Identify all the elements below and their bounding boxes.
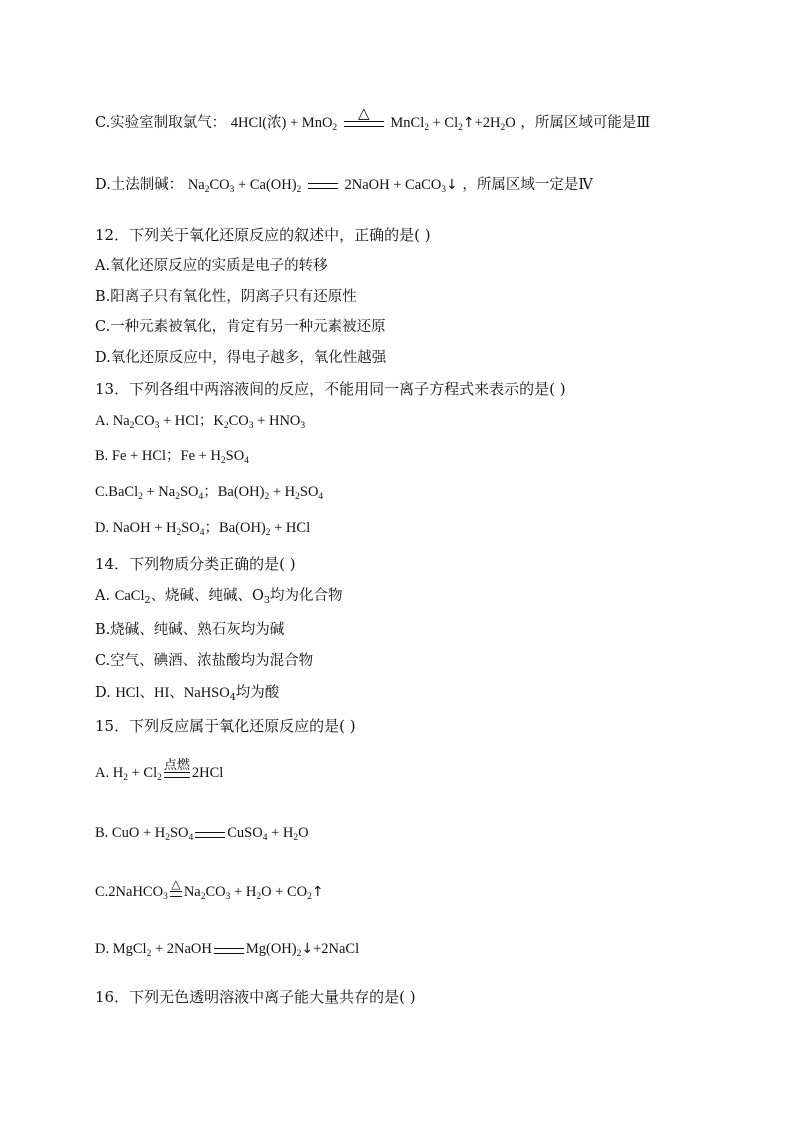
- option-13a: A. $Na_2CO_3$ + HCl；$K_2CO_3 + HNO_3$: [95, 413, 306, 431]
- equation-products: MnCl$_2$ + $Cl_2↑+2H_2O$: [390, 115, 516, 133]
- precipitate-arrow-icon: ↓: [446, 177, 458, 193]
- option-14a: A. CaCl$_2$、烧碱、纯碱、$O_3$均为化合物: [95, 588, 343, 606]
- question-12: 12．下列关于氧化还原反应的叙述中，正确的是( ): [95, 226, 431, 244]
- reaction-condition: 点燃: [164, 767, 190, 781]
- option-13c: C.BaCl$_2$ + $Na_2SO_4$；$Ba(OH)_2 + H_2SO_4$: [95, 484, 324, 502]
- option-12d: D.氧化还原反应中，得电子越多，氧化性越强: [95, 350, 387, 366]
- option-15c: C.2NaHCO$_3$ △ $Na_2CO_3 + H_2O$ + $CO_2↑$: [95, 876, 324, 902]
- equation: 4HCl(浓) + MnO$_2$: [230, 115, 338, 133]
- option-label: D.土法制碱：: [95, 177, 184, 193]
- option-11c: [95, 104, 651, 133]
- option-14b: B.烧碱、纯碱、熟石灰均为碱: [95, 622, 285, 638]
- equation-products: 2NaOH + CaCO$_3$↓: [344, 177, 458, 195]
- reaction-equals: [214, 943, 244, 957]
- option-label: C.实验室制取氯气：: [95, 115, 227, 131]
- gas-arrow-icon: ↑: [462, 115, 475, 131]
- option-11d: [95, 175, 593, 195]
- option-12a: A.氧化还原反应的实质是电子的转移: [95, 258, 328, 274]
- reaction-equals: [195, 827, 225, 841]
- option-tail: ，所属区域一定是Ⅳ: [462, 177, 593, 193]
- option-15d: D. MgCl$_2$ + 2NaOH $Mg(OH)_2↓+2NaCl$: [95, 941, 360, 959]
- option-15a: A. $H_2 + Cl_2$ 点燃 2HCl: [95, 757, 224, 783]
- gas-arrow-icon: ↑: [311, 884, 324, 900]
- question-14: 14．下列物质分类正确的是( ): [95, 555, 296, 573]
- option-13b: B. Fe + HCl；$Fe + H_2SO_4$: [95, 448, 249, 466]
- option-14c: C.空气、碘酒、浓盐酸均为混合物: [95, 653, 314, 669]
- equation: $Na_2CO_3 + Ca(OH)_2$: [187, 177, 302, 195]
- reaction-equals: [308, 178, 338, 192]
- question-16: 16．下列无色透明溶液中离子能大量共存的是( ): [95, 988, 416, 1006]
- option-14d: D. HCl、HI、NaHSO$_4$均为酸: [95, 685, 280, 703]
- option-15b: B. CuO + $H_2SO_4$ CuSO$_4$ + $H_2O$: [95, 825, 309, 843]
- reaction-condition: △: [344, 116, 384, 130]
- precipitate-arrow-icon: ↓: [301, 941, 314, 957]
- reaction-condition: △: [170, 886, 182, 900]
- option-12b: B.阳离子只有氧化性，阴离子只有还原性: [95, 289, 357, 305]
- option-13d: D. NaOH + $H_2SO_4$；$Ba(OH)_2$ + HCl: [95, 520, 311, 538]
- option-tail: ，所属区域可能是Ⅲ: [520, 115, 651, 131]
- question-15: 15．下列反应属于氧化还原反应的是( ): [95, 717, 356, 735]
- question-13: 13．下列各组中两溶液间的反应，不能用同一离子方程式来表示的是( ): [95, 380, 566, 398]
- option-12c: C.一种元素被氧化，肯定有另一种元素被还原: [95, 319, 386, 335]
